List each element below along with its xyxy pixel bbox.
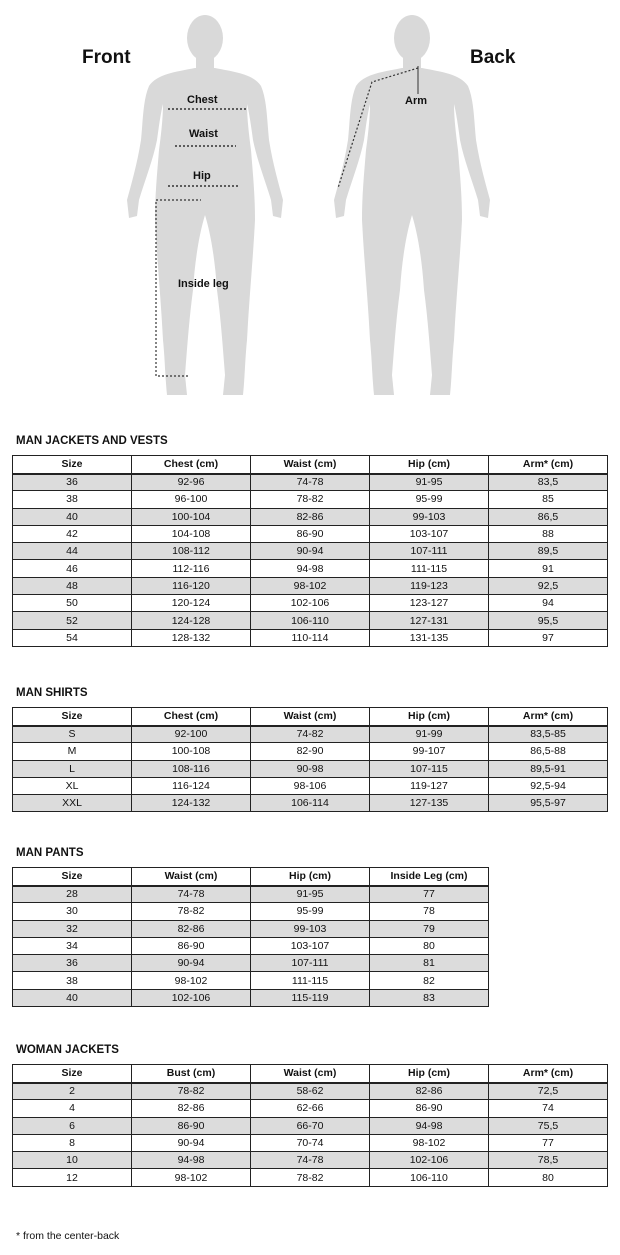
cell: 90-94 bbox=[132, 1134, 251, 1151]
arm-label: Arm bbox=[405, 95, 428, 107]
cell: 62-66 bbox=[251, 1100, 370, 1117]
back-silhouette bbox=[334, 15, 490, 395]
cell: 83,5 bbox=[489, 474, 608, 491]
cell: 75,5 bbox=[489, 1117, 608, 1134]
chest-label: Chest bbox=[187, 94, 218, 106]
cell: 86-90 bbox=[370, 1100, 489, 1117]
cell: 99-103 bbox=[251, 920, 370, 937]
header-arm: Arm* (cm) bbox=[489, 1065, 608, 1083]
cell: 104-108 bbox=[132, 525, 251, 542]
cell: 98-102 bbox=[251, 577, 370, 594]
cell: 78-82 bbox=[132, 1083, 251, 1100]
table-row bbox=[13, 1100, 608, 1117]
cell: 40 bbox=[13, 989, 132, 1006]
cell: 102-106 bbox=[251, 595, 370, 612]
cell: 120-124 bbox=[132, 595, 251, 612]
cell: 98-102 bbox=[370, 1134, 489, 1151]
cell: 81 bbox=[370, 955, 489, 972]
cell: 83,5-85 bbox=[489, 726, 608, 743]
cell: 10 bbox=[13, 1152, 132, 1169]
cell: 79 bbox=[370, 920, 489, 937]
man-pants-table bbox=[12, 867, 489, 1007]
cell: 50 bbox=[13, 595, 132, 612]
cell: 74-78 bbox=[251, 1152, 370, 1169]
cell: 115-119 bbox=[251, 989, 370, 1006]
cell: 70-74 bbox=[251, 1134, 370, 1151]
cell: 74-78 bbox=[132, 886, 251, 903]
cell: 119-123 bbox=[370, 577, 489, 594]
table-row bbox=[13, 955, 489, 972]
man-jackets-section bbox=[12, 435, 608, 647]
cell: 74 bbox=[489, 1100, 608, 1117]
man-jackets-table bbox=[12, 455, 608, 647]
cell: 92-96 bbox=[132, 474, 251, 491]
header-row bbox=[13, 708, 608, 726]
table-row bbox=[13, 1083, 608, 1100]
cell: 94-98 bbox=[370, 1117, 489, 1134]
header-waist: Waist (cm) bbox=[251, 1065, 370, 1083]
table-row bbox=[13, 989, 489, 1006]
cell: 127-135 bbox=[370, 795, 489, 812]
cell: 78-82 bbox=[251, 491, 370, 508]
man-shirts-table bbox=[12, 707, 608, 812]
header-row bbox=[13, 868, 489, 886]
cell: M bbox=[13, 743, 132, 760]
cell: 111-115 bbox=[370, 560, 489, 577]
cell: 40 bbox=[13, 508, 132, 525]
cell: 46 bbox=[13, 560, 132, 577]
cell: 95,5 bbox=[489, 612, 608, 629]
cell: 86-90 bbox=[132, 937, 251, 954]
cell: 52 bbox=[13, 612, 132, 629]
header-arm: Arm* (cm) bbox=[489, 456, 608, 474]
table-row bbox=[13, 743, 608, 760]
cell: 82-86 bbox=[132, 1100, 251, 1117]
cell: 90-94 bbox=[251, 543, 370, 560]
cell: 36 bbox=[13, 474, 132, 491]
table-row bbox=[13, 903, 489, 920]
table-row bbox=[13, 1134, 608, 1151]
cell: 88 bbox=[489, 525, 608, 542]
table-row bbox=[13, 612, 608, 629]
cell: 82-86 bbox=[251, 508, 370, 525]
cell: 108-112 bbox=[132, 543, 251, 560]
header-waist: Waist (cm) bbox=[251, 456, 370, 474]
cell: 80 bbox=[489, 1169, 608, 1186]
cell: 90-94 bbox=[132, 955, 251, 972]
cell: 100-108 bbox=[132, 743, 251, 760]
cell: 107-115 bbox=[370, 760, 489, 777]
section-title: MAN PANTS bbox=[16, 847, 84, 859]
hip-label: Hip bbox=[193, 170, 211, 182]
cell: 91-95 bbox=[370, 474, 489, 491]
cell: 86,5-88 bbox=[489, 743, 608, 760]
header-hip: Hip (cm) bbox=[370, 708, 489, 726]
cell: 98-102 bbox=[132, 972, 251, 989]
cell: 78,5 bbox=[489, 1152, 608, 1169]
cell: 96-100 bbox=[132, 491, 251, 508]
cell: 102-106 bbox=[370, 1152, 489, 1169]
cell: 98-106 bbox=[251, 777, 370, 794]
footnote: * from the center-back bbox=[16, 1230, 120, 1242]
woman-jackets-section bbox=[12, 1044, 608, 1187]
cell: 111-115 bbox=[251, 972, 370, 989]
cell: 124-128 bbox=[132, 612, 251, 629]
cell: 30 bbox=[13, 903, 132, 920]
cell: 102-106 bbox=[132, 989, 251, 1006]
front-title: Front bbox=[82, 47, 131, 68]
cell: 99-103 bbox=[370, 508, 489, 525]
cell: 106-110 bbox=[251, 612, 370, 629]
cell: 95-99 bbox=[251, 903, 370, 920]
cell: 77 bbox=[370, 886, 489, 903]
header-row bbox=[13, 1065, 608, 1083]
cell: 58-62 bbox=[251, 1083, 370, 1100]
cell: L bbox=[13, 760, 132, 777]
section-title: MAN SHIRTS bbox=[16, 687, 88, 699]
header-hip: Hip (cm) bbox=[370, 1065, 489, 1083]
section-title: WOMAN JACKETS bbox=[16, 1044, 119, 1056]
cell: 6 bbox=[13, 1117, 132, 1134]
header-size: Size bbox=[13, 708, 132, 726]
header-hip: Hip (cm) bbox=[370, 456, 489, 474]
cell: 110-114 bbox=[251, 629, 370, 646]
cell: 78-82 bbox=[132, 903, 251, 920]
header-chest: Chest (cm) bbox=[132, 708, 251, 726]
cell: 82-86 bbox=[132, 920, 251, 937]
cell: 112-116 bbox=[132, 560, 251, 577]
man-shirts-section bbox=[12, 687, 608, 812]
cell: 90-98 bbox=[251, 760, 370, 777]
cell: 86-90 bbox=[132, 1117, 251, 1134]
cell: 131-135 bbox=[370, 629, 489, 646]
cell: 80 bbox=[370, 937, 489, 954]
header-waist: Waist (cm) bbox=[251, 708, 370, 726]
header-size: Size bbox=[13, 1065, 132, 1083]
table-row bbox=[13, 760, 608, 777]
cell: 82 bbox=[370, 972, 489, 989]
header-chest: Chest (cm) bbox=[132, 456, 251, 474]
front-silhouette bbox=[127, 15, 283, 395]
cell: 8 bbox=[13, 1134, 132, 1151]
cell: 92,5-94 bbox=[489, 777, 608, 794]
table-row bbox=[13, 795, 608, 812]
header-bust: Bust (cm) bbox=[132, 1065, 251, 1083]
cell: 28 bbox=[13, 886, 132, 903]
cell: 100-104 bbox=[132, 508, 251, 525]
cell: 92,5 bbox=[489, 577, 608, 594]
table-row bbox=[13, 1169, 608, 1186]
cell: 95-99 bbox=[370, 491, 489, 508]
cell: 89,5-91 bbox=[489, 760, 608, 777]
cell: XL bbox=[13, 777, 132, 794]
cell: 123-127 bbox=[370, 595, 489, 612]
cell: 54 bbox=[13, 629, 132, 646]
header-size: Size bbox=[13, 456, 132, 474]
cell: 108-116 bbox=[132, 760, 251, 777]
cell: 107-111 bbox=[251, 955, 370, 972]
table-row bbox=[13, 726, 608, 743]
cell: 78 bbox=[370, 903, 489, 920]
cell: 86-90 bbox=[251, 525, 370, 542]
table-row bbox=[13, 491, 608, 508]
table-row bbox=[13, 1152, 608, 1169]
table-row bbox=[13, 920, 489, 937]
table-row bbox=[13, 777, 608, 794]
cell: 98-102 bbox=[132, 1169, 251, 1186]
table-row bbox=[13, 1117, 608, 1134]
table-row bbox=[13, 474, 608, 491]
table-row bbox=[13, 886, 489, 903]
cell: 107-111 bbox=[370, 543, 489, 560]
cell: 103-107 bbox=[370, 525, 489, 542]
header-waist: Waist (cm) bbox=[132, 868, 251, 886]
cell: 89,5 bbox=[489, 543, 608, 560]
cell: 91-95 bbox=[251, 886, 370, 903]
cell: 119-127 bbox=[370, 777, 489, 794]
header-arm: Arm* (cm) bbox=[489, 708, 608, 726]
table-row bbox=[13, 577, 608, 594]
header-row bbox=[13, 456, 608, 474]
cell: 34 bbox=[13, 937, 132, 954]
cell: 103-107 bbox=[251, 937, 370, 954]
table-row bbox=[13, 508, 608, 525]
cell: 4 bbox=[13, 1100, 132, 1117]
cell: 42 bbox=[13, 525, 132, 542]
cell: 116-120 bbox=[132, 577, 251, 594]
table-row bbox=[13, 629, 608, 646]
cell: 12 bbox=[13, 1169, 132, 1186]
cell: 106-110 bbox=[370, 1169, 489, 1186]
inside-leg-label: Inside leg bbox=[178, 278, 229, 290]
table-row bbox=[13, 543, 608, 560]
table-row bbox=[13, 972, 489, 989]
cell: 94 bbox=[489, 595, 608, 612]
table-row bbox=[13, 937, 489, 954]
cell: 128-132 bbox=[132, 629, 251, 646]
header-size: Size bbox=[13, 868, 132, 886]
header-inside-leg: Inside Leg (cm) bbox=[370, 868, 489, 886]
back-title: Back bbox=[470, 47, 516, 68]
man-pants-section bbox=[12, 847, 489, 1007]
cell: 77 bbox=[489, 1134, 608, 1151]
cell: 94-98 bbox=[251, 560, 370, 577]
cell: 124-132 bbox=[132, 795, 251, 812]
body-measurement-figure bbox=[0, 0, 620, 420]
cell: 38 bbox=[13, 491, 132, 508]
cell: 116-124 bbox=[132, 777, 251, 794]
header-hip: Hip (cm) bbox=[251, 868, 370, 886]
cell: S bbox=[13, 726, 132, 743]
cell: 82-90 bbox=[251, 743, 370, 760]
table-row bbox=[13, 560, 608, 577]
cell: 2 bbox=[13, 1083, 132, 1100]
section-title: MAN JACKETS AND VESTS bbox=[16, 435, 168, 447]
cell: 106-114 bbox=[251, 795, 370, 812]
cell: 32 bbox=[13, 920, 132, 937]
cell: XXL bbox=[13, 795, 132, 812]
cell: 72,5 bbox=[489, 1083, 608, 1100]
cell: 85 bbox=[489, 491, 608, 508]
cell: 74-82 bbox=[251, 726, 370, 743]
cell: 91-99 bbox=[370, 726, 489, 743]
cell: 92-100 bbox=[132, 726, 251, 743]
cell: 94-98 bbox=[132, 1152, 251, 1169]
cell: 82-86 bbox=[370, 1083, 489, 1100]
woman-jackets-table bbox=[12, 1064, 608, 1187]
table-row bbox=[13, 525, 608, 542]
cell: 36 bbox=[13, 955, 132, 972]
cell: 97 bbox=[489, 629, 608, 646]
cell: 99-107 bbox=[370, 743, 489, 760]
cell: 95,5-97 bbox=[489, 795, 608, 812]
cell: 127-131 bbox=[370, 612, 489, 629]
cell: 91 bbox=[489, 560, 608, 577]
cell: 44 bbox=[13, 543, 132, 560]
cell: 74-78 bbox=[251, 474, 370, 491]
cell: 86,5 bbox=[489, 508, 608, 525]
cell: 66-70 bbox=[251, 1117, 370, 1134]
table-row bbox=[13, 595, 608, 612]
cell: 78-82 bbox=[251, 1169, 370, 1186]
cell: 83 bbox=[370, 989, 489, 1006]
waist-label: Waist bbox=[189, 128, 218, 140]
cell: 38 bbox=[13, 972, 132, 989]
cell: 48 bbox=[13, 577, 132, 594]
